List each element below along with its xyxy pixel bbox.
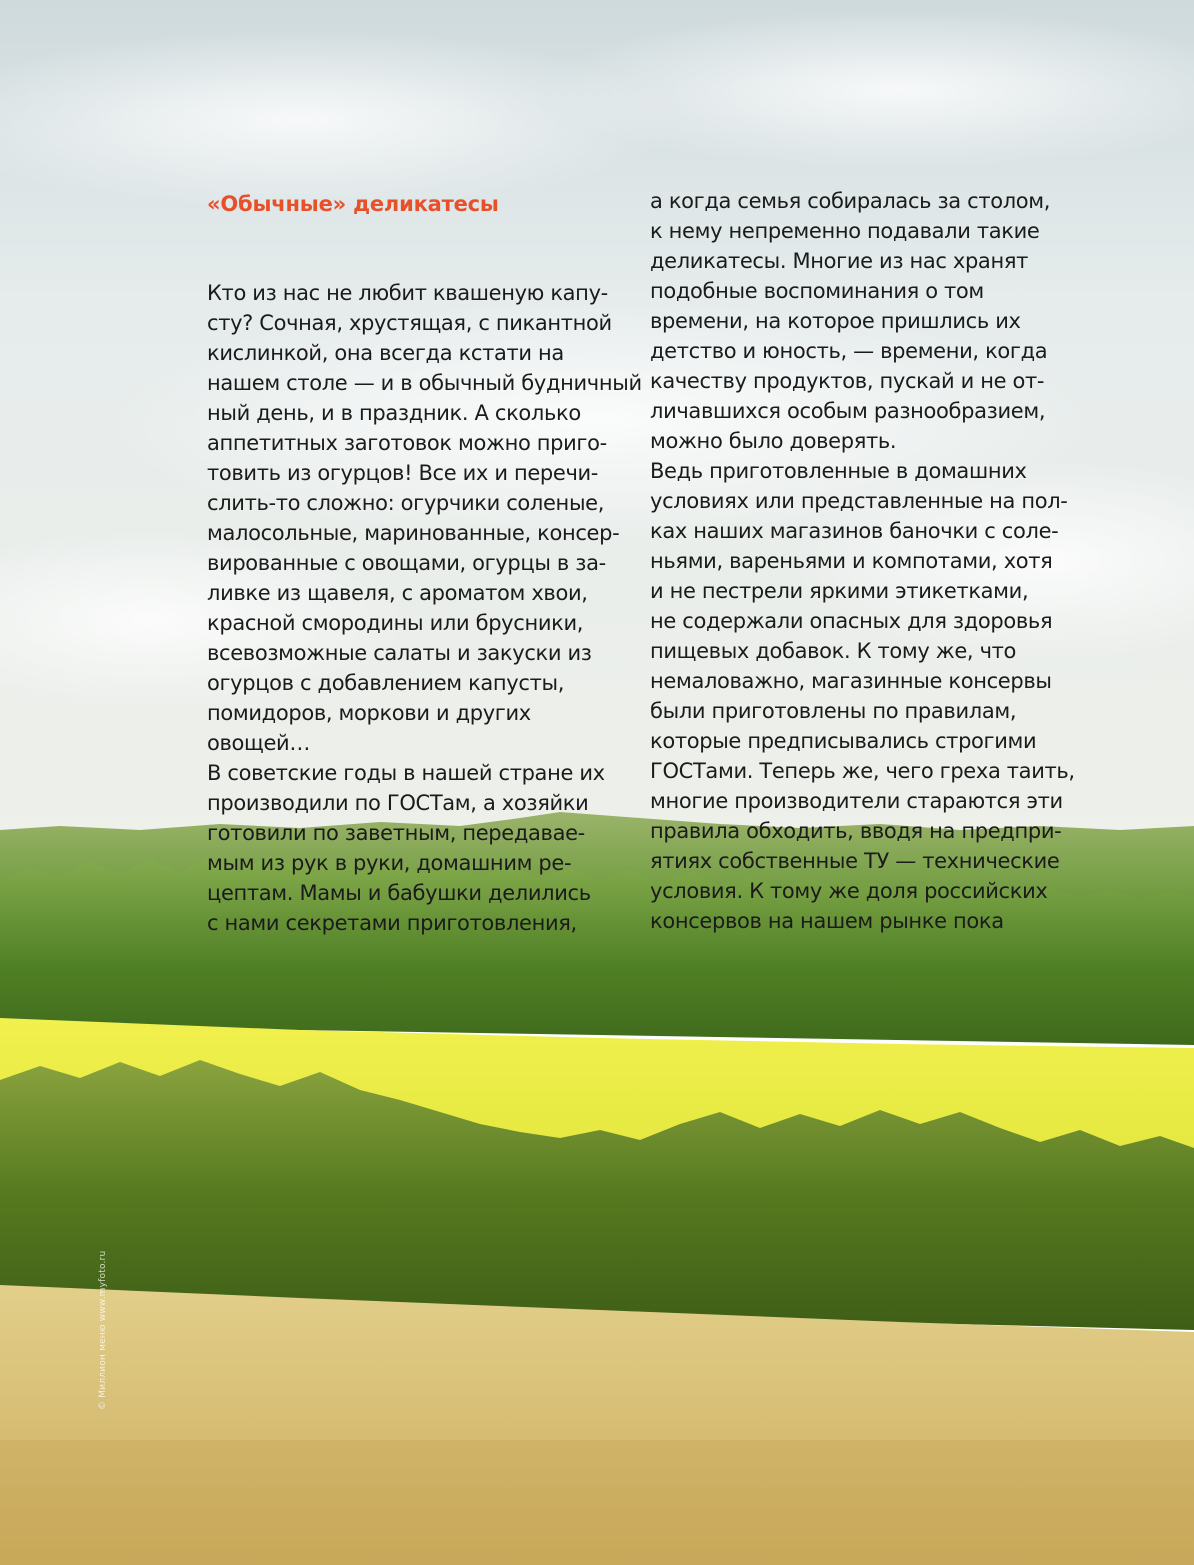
text-line: условия. К тому же доля российских [650, 879, 1048, 903]
text-line: В советские годы в нашей стране их [207, 761, 605, 785]
text-line: личавшихся особым разнообразием, [650, 399, 1046, 423]
text-line: слить-то сложно: огурчики соленые, [207, 491, 605, 515]
text-line: овощей… [207, 731, 310, 755]
text-line: которые предписывались строгими [650, 729, 1037, 753]
text-line: мым из рук в руки, домашним ре- [207, 851, 572, 875]
text-line: условиях или представленные на пол- [650, 489, 1068, 513]
text-line: Ведь приготовленные в домашних [650, 459, 1027, 483]
text-line: не содержали опасных для здоровья [650, 609, 1053, 633]
text-line: деликатесы. Многие из нас хранят [650, 249, 1028, 273]
text-line: можно было доверять. [650, 429, 897, 453]
right-text-column [650, 186, 1075, 936]
text-line: детство и юность, — времени, когда [650, 339, 1048, 363]
text-line: огурцов с добавлением капусты, [207, 671, 565, 695]
text-line: ньями, вареньями и компотами, хотя [650, 549, 1053, 573]
text-line: ятиях собственные ТУ — технические [650, 849, 1060, 873]
text-line: аппетитных заготовок можно приго- [207, 431, 607, 455]
text-line: с нами секретами приготовления, [207, 911, 577, 935]
text-line: помидоров, моркови и других [207, 701, 531, 725]
text-line: ливке из щавеля, с ароматом хвои, [207, 581, 588, 605]
text-line: времени, на которое пришлись их [650, 309, 1021, 333]
text-line: немаловажно, магазинные консервы [650, 669, 1052, 693]
text-line: качеству продуктов, пускай и не от- [650, 369, 1045, 393]
text-line: и не пестрели яркими этикетками, [650, 579, 1029, 603]
text-line: нашем столе — и в обычный будничный [207, 371, 642, 395]
text-line: а когда семья собиралась за столом, [650, 189, 1051, 213]
text-line: ный день, и в праздник. А сколько [207, 401, 581, 425]
text-line: красной смородины или брусники, [207, 611, 584, 635]
text-line: цептам. Мамы и бабушки делились [207, 881, 591, 905]
text-line: товить из огурцов! Все их и перечи- [207, 461, 599, 485]
text-line: были приготовлены по правилам, [650, 699, 1017, 723]
text-line: сту? Сочная, хрустящая, с пикантной [207, 311, 612, 335]
text-line: вированные с овощами, огурцы в за- [207, 551, 606, 575]
text-line: к нему непременно подавали такие [650, 219, 1040, 243]
text-line: всевозможные салаты и закуски из [207, 641, 592, 665]
text-line: подобные воспоминания о том [650, 279, 984, 303]
text-line: кислинкой, она всегда кстати на [207, 341, 564, 365]
text-line: консервов на нашем рынке пока [650, 909, 1004, 933]
text-line: Кто из нас не любит квашеную капу- [207, 281, 608, 305]
text-line: пищевых добавок. К тому же, что [650, 639, 1017, 663]
text-line: малосольные, маринованные, консер- [207, 521, 620, 545]
text-line: многие производители стараются эти [650, 789, 1063, 813]
photo-credit: © Миллион меню www.myfoto.ru [98, 1250, 108, 1410]
text-line: ках наших магазинов баночки с соле- [650, 519, 1059, 543]
left-text-column [207, 278, 642, 938]
text-line: ГОСТами. Теперь же, чего греха таить, [650, 759, 1075, 783]
text-line: производили по ГОСТам, а хозяйки [207, 791, 589, 815]
text-line: готовили по заветным, передавае- [207, 821, 585, 845]
section-heading: «Обычные» деликатесы [207, 192, 499, 216]
text-line: правила обходить, вводя на предпри- [650, 819, 1062, 843]
